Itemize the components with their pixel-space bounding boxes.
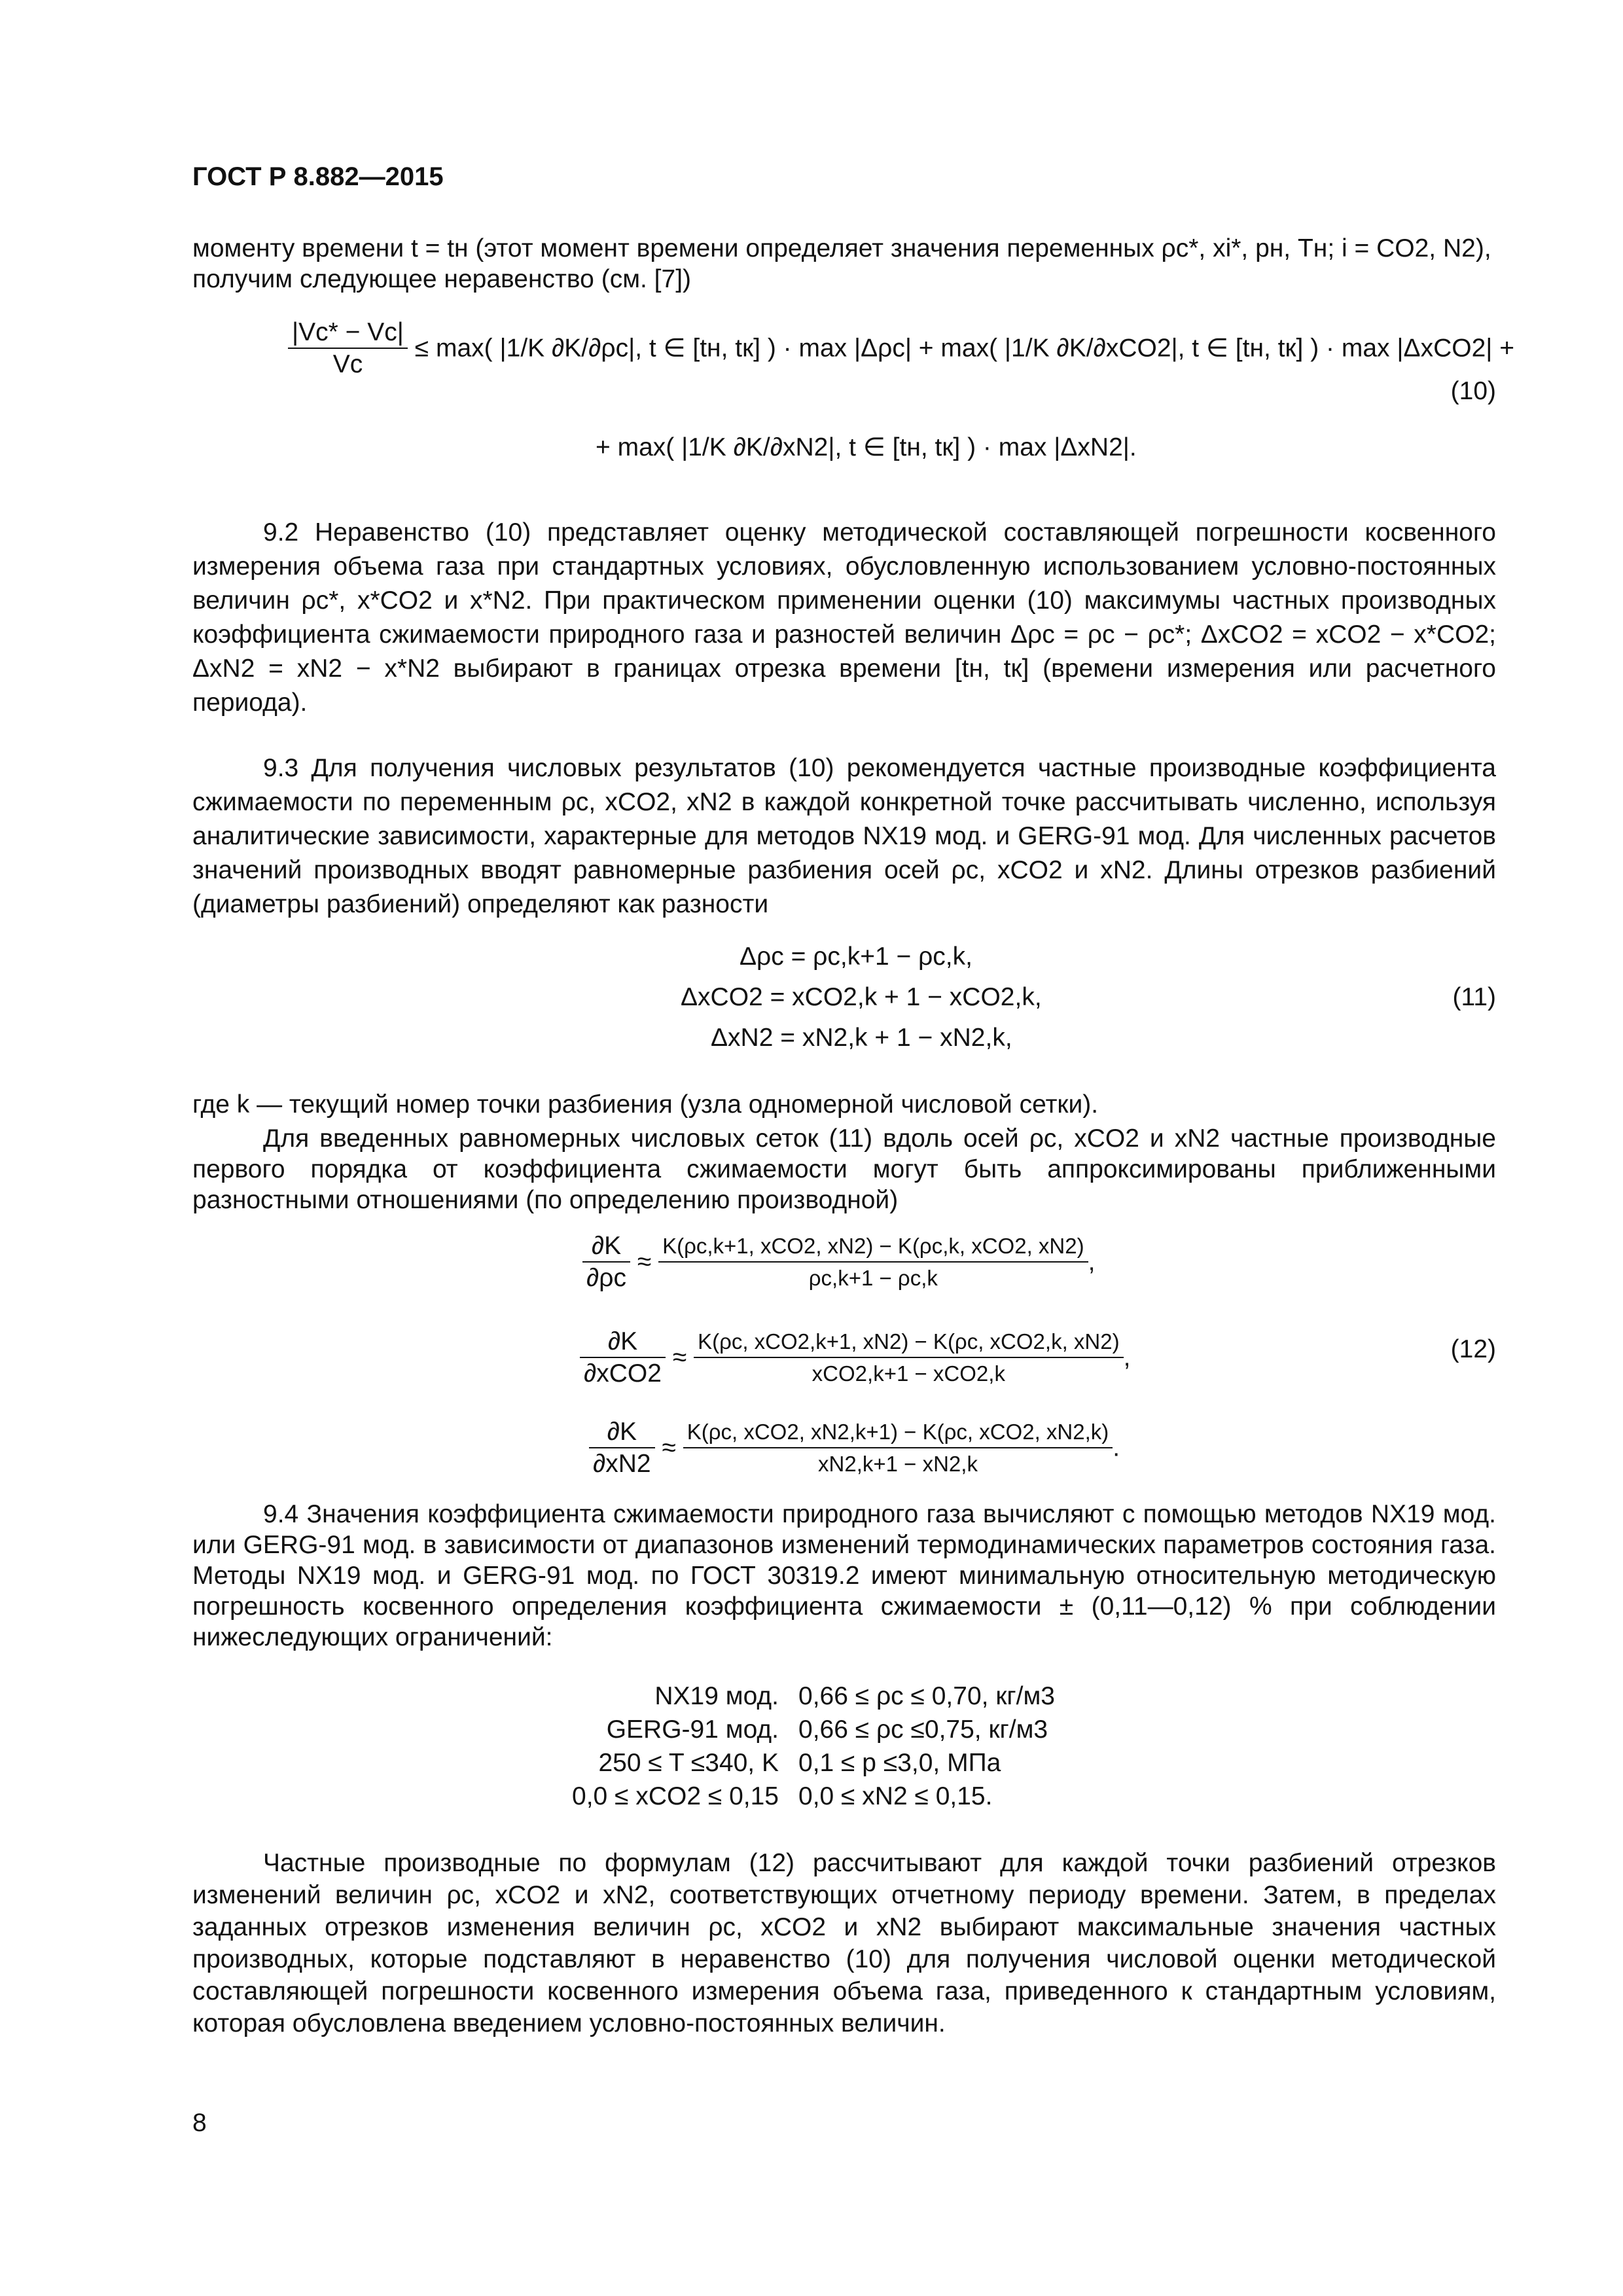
- eq12-r3-lhs-num: ∂K: [589, 1416, 655, 1448]
- limits-right: 0,66 ≤ ρс ≤ 0,70, кг/м3: [798, 1682, 1055, 1710]
- eq12-r2-lhs-num: ∂K: [580, 1326, 666, 1358]
- eq12-r2-numerator: K(ρс, xCO2,k+1, xN2) − K(ρс, xCO2,k, xN2): [694, 1326, 1124, 1358]
- eq12-r1-numerator: K(ρс,k+1, xCO2, xN2) − K(ρс,k, xCO2, xN2): [658, 1230, 1088, 1263]
- eq10-lhs-denominator: Vс: [332, 350, 363, 378]
- where-k: [192, 1089, 1496, 1120]
- limits-left: NX19 мод.: [654, 1682, 779, 1710]
- eq10-line-1: ≤ max( |1/K ∂K/∂ρс|, t ∈ [tн, tк] ) · max |Δρс| + max( |1/K ∂K/∂xCO2|, t ∈ [tн, tк] ) · max |ΔxCO2| +: [414, 334, 1515, 363]
- eq11-line-3: ΔxN2 = xN2,k + 1 − xN2,k,: [711, 1024, 1012, 1052]
- where-k-text: где k — текущий номер точки разбиения (узла одномерной числовой сетки).: [192, 1090, 1099, 1119]
- limits-row: [563, 1746, 1055, 1780]
- intro: [192, 233, 1496, 295]
- limits-row: [563, 1780, 1055, 1813]
- limits-row: [563, 1679, 1055, 1713]
- intro-line-1: моменту времени t = tн (этот момент времени определяет значения переменных ρc*, xi*, pн, Tн; i = CO2, N2),: [192, 234, 1491, 262]
- eq12-r1-denominator: ρс,k+1 − ρс,k: [808, 1266, 938, 1290]
- paragraph-grids-text: Для введенных равномерных числовых сеток (11) вдоль осей ρс, xCO2 и xN2 частные производные первого порядка от коэффициента сжимаемости могут быть аппроксимированы приближенными разностными отношениями (по определению производной): [192, 1124, 1496, 1214]
- limits-right: 0,1 ≤ p ≤3,0, МПа: [798, 1749, 1001, 1777]
- limits-right: 0,66 ≤ ρс ≤0,75, кг/м3: [798, 1715, 1048, 1744]
- paragraph-9-2: [192, 516, 1496, 720]
- limits-left: GERG-91 мод.: [606, 1715, 779, 1744]
- limits-left: 0,0 ≤ xCO2 ≤ 0,15: [572, 1782, 779, 1810]
- eq11-number: (11): [1452, 983, 1496, 1011]
- paragraph-9-2-text: 9.2 Неравенство (10) представляет оценку методической составляющей погрешности косвенного измерения объема газа при стандартных условиях, обусловленную использованием условно-постоянных величин ρс*, x*CO2 и x*N2. При практическом применении оценки (10) максимумы частных производных коэффициента сжимаемости природного газа и разностей величин Δρс = ρс − ρс*; ΔxCO2 = xCO2 − x*CO2; ΔxN2 = xN2 − x*N2 выбирают в границах отрезка времени [tн, tк] (времени измерения или расчетного периода).: [192, 518, 1496, 717]
- page-number: 8: [192, 2109, 207, 2137]
- limits-left: 250 ≤ T ≤340, K: [598, 1749, 779, 1777]
- limits-row: [563, 1713, 1055, 1746]
- paragraph-9-4: [192, 1499, 1496, 1653]
- paragraph-grids: [192, 1123, 1496, 1215]
- eq12-r1-lhs-num: ∂K: [582, 1230, 630, 1263]
- eq10-number: (10): [1450, 377, 1496, 405]
- eq10-lhs-numerator: |Vс* − Vс|: [288, 317, 408, 349]
- eq12-number: (12): [1450, 1335, 1496, 1363]
- paragraph-final: [192, 1847, 1496, 2039]
- eq12-r2-denominator: xCO2,k+1 − xCO2,k: [812, 1361, 1005, 1386]
- eq11-line-1: Δρс = ρс,k+1 − ρс,k,: [740, 942, 972, 971]
- intro-line-2: получим следующее неравенство (см. [7]): [192, 265, 692, 293]
- eq12-r3-lhs-den: ∂xN2: [593, 1450, 651, 1478]
- eq12-r3-denominator: xN2,k+1 − xN2,k: [818, 1452, 978, 1476]
- eq12-r1-lhs-den: ∂ρс: [586, 1264, 626, 1292]
- paragraph-9-4-text: 9.4 Значения коэффициента сжимаемости природного газа вычисляют с помощью методов NX19 мод. или GERG-91 мод. в зависимости от диапазонов изменений термодинамических параметров состояния газа. Методы NX19 мод. и GERG-91 мод. по ГОСТ 30319.2 имеют минимальную относительную методическую погрешность косвенного определения коэффициента сжимаемости ± (0,11—0,12) % при соблюдении нижеследующих ограничений:: [192, 1500, 1496, 1651]
- paragraph-9-3-text: 9.3 Для получения числовых результатов (10) рекомендуется частные производные коэффициента сжимаемости по переменным ρс, xCO2, xN2 в каждой конкретной точке рассчитывать численно, используя аналитические зависимости, характерные для методов NX19 мод. и GERG-91 мод. Для численных расчетов значений производных вводят равномерные разбиения осей ρс, xCO2 и xN2. Длины отрезков разбиений (диаметры разбиений) определяют как разности: [192, 754, 1496, 918]
- eq10-line-2: + max( |1/K ∂K/∂xN2|, t ∈ [tн, tк] ) · max |ΔxN2|.: [596, 433, 1137, 461]
- page-header: [192, 162, 1496, 192]
- paragraph-9-3: [192, 751, 1496, 922]
- paragraph-final-text: Частные производные по формулам (12) рассчитывают для каждой точки разбиений отрезков изменений величин ρс, xCO2 и xN2, соответствующих отчетному периоду времени. Затем, в пределах заданных отрезков изменения величин ρс, xCO2 и xN2 выбирают максимальные значения частных производных, которые подставляют в неравенство (10) для получения числовой оценки методической составляющей погрешности косвенного измерения объема газа, приведенного к стандартным условиям, которая обусловлена введением условно-постоянных величин.: [192, 1849, 1496, 2037]
- limits-table: [563, 1679, 1055, 1813]
- document-title: ГОСТ Р 8.882—2015: [192, 162, 444, 191]
- eq12-r2-lhs-den: ∂xCO2: [584, 1359, 662, 1388]
- eq12-r3-numerator: K(ρс, xCO2, xN2,k+1) − K(ρс, xCO2, xN2,k): [683, 1416, 1113, 1448]
- eq11-line-2: ΔxCO2 = xCO2,k + 1 − xCO2,k,: [681, 983, 1042, 1011]
- limits-right: 0,0 ≤ xN2 ≤ 0,15.: [798, 1782, 993, 1810]
- eq10-lhs-fraction: [288, 317, 408, 380]
